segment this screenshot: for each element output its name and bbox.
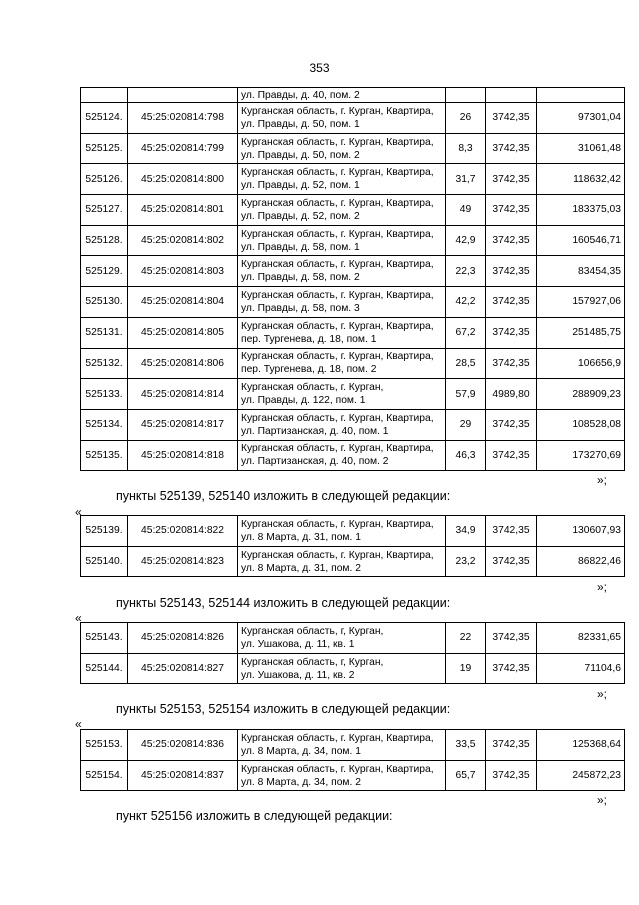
price-per-sqm-cell: 3742,35 <box>486 546 537 577</box>
instruction-4: пункт 525156 изложить в следующей редакции: <box>116 809 393 823</box>
table-row <box>81 133 625 164</box>
cadastral-number-cell: 45:25:020814:798 <box>128 103 238 134</box>
total-value-cell: 71104,6 <box>537 653 625 684</box>
price-per-sqm-cell: 3742,35 <box>486 730 537 761</box>
table-row <box>81 379 625 410</box>
cadastral-number-cell: 45:25:020814:806 <box>128 348 238 379</box>
total-value-cell: 118632,42 <box>537 164 625 195</box>
instruction-3: пункты 525153, 525154 изложить в следующей редакции: <box>116 702 451 716</box>
table-row <box>81 623 625 654</box>
total-value-cell: 157927,06 <box>537 287 625 318</box>
instruction-1: пункты 525139, 525140 изложить в следующей редакции: <box>116 489 451 503</box>
area-cell: 19 <box>446 653 486 684</box>
address-cell: Курганская область, г. Курган, Квартира, ул. 8 Марта, д. 34, пом. 2 <box>238 760 446 791</box>
table-row <box>81 440 625 471</box>
cadastral-number-cell: 45:25:020814:804 <box>128 287 238 318</box>
item-number-cell: 525153. <box>81 730 128 761</box>
area-cell: 33,5 <box>446 730 486 761</box>
price-per-sqm-cell: 3742,35 <box>486 256 537 287</box>
total-value-cell <box>537 88 625 103</box>
cadastral-number-cell <box>128 88 238 103</box>
area-cell: 28,5 <box>446 348 486 379</box>
cadastral-number-cell: 45:25:020814:836 <box>128 730 238 761</box>
opening-quote: « <box>75 505 82 519</box>
address-cell: Курганская область, г. Курган, Квартира, ул. Правды, д. 58, пом. 2 <box>238 256 446 287</box>
area-cell: 65,7 <box>446 760 486 791</box>
total-value-cell: 86822,46 <box>537 546 625 577</box>
table-row <box>81 88 625 103</box>
address-cell: Курганская область, г. Курган, Квартира, ул. Правды, д. 50, пом. 2 <box>238 133 446 164</box>
price-per-sqm-cell: 3742,35 <box>486 287 537 318</box>
cadastral-number-cell: 45:25:020814:805 <box>128 317 238 348</box>
address-cell: ул. Правды, д. 40, пом. 2 <box>238 88 446 103</box>
total-value-cell: 125368,64 <box>537 730 625 761</box>
price-per-sqm-cell: 3742,35 <box>486 348 537 379</box>
address-cell: Курганская область, г. Курган, Квартира, ул. Правды, д. 58, пом. 3 <box>238 287 446 318</box>
table-row <box>81 195 625 226</box>
area-cell: 42,9 <box>446 225 486 256</box>
cadastral-number-cell: 45:25:020814:818 <box>128 440 238 471</box>
closing-quote: »; <box>596 580 607 594</box>
table-row <box>81 317 625 348</box>
address-cell: Курганская область, г. Курган, Квартира, ул. 8 Марта, д. 34, пом. 1 <box>238 730 446 761</box>
address-cell: Курганская область, г, Курган, ул. Ушакова, д. 11, кв. 1 <box>238 623 446 654</box>
table-row <box>81 103 625 134</box>
price-per-sqm-cell: 3742,35 <box>486 653 537 684</box>
price-per-sqm-cell: 3742,35 <box>486 133 537 164</box>
item-number-cell: 525144. <box>81 653 128 684</box>
total-value-cell: 251485,75 <box>537 317 625 348</box>
area-cell: 29 <box>446 409 486 440</box>
table-row <box>81 287 625 318</box>
total-value-cell: 160546,71 <box>537 225 625 256</box>
total-value-cell: 31061,48 <box>537 133 625 164</box>
table-row <box>81 516 625 547</box>
closing-quote: »; <box>596 793 607 807</box>
total-value-cell: 83454,35 <box>537 256 625 287</box>
area-cell: 31,7 <box>446 164 486 195</box>
address-cell: Курганская область, г. Курган, Квартира, ул. Партизанская, д. 40, пом. 1 <box>238 409 446 440</box>
table-row <box>81 348 625 379</box>
address-cell: Курганская область, г. Курган, Квартира, ул. 8 Марта, д. 31, пом. 2 <box>238 546 446 577</box>
property-table-2 <box>80 515 625 577</box>
table-row <box>81 653 625 684</box>
cadastral-number-cell: 45:25:020814:801 <box>128 195 238 226</box>
address-cell: Курганская область, г. Курган, Квартира, ул. 8 Марта, д. 31, пом. 1 <box>238 516 446 547</box>
total-value-cell: 108528,08 <box>537 409 625 440</box>
item-number-cell: 525128. <box>81 225 128 256</box>
area-cell: 22 <box>446 623 486 654</box>
area-cell: 8,3 <box>446 133 486 164</box>
cadastral-number-cell: 45:25:020814:802 <box>128 225 238 256</box>
area-cell <box>446 88 486 103</box>
item-number-cell: 525135. <box>81 440 128 471</box>
area-cell: 23,2 <box>446 546 486 577</box>
item-number-cell: 525130. <box>81 287 128 318</box>
area-cell: 49 <box>446 195 486 226</box>
page-number: 353 <box>309 61 330 75</box>
area-cell: 57,9 <box>446 379 486 410</box>
closing-quote: »; <box>596 473 607 487</box>
address-cell: Курганская область, г, Курган, ул. Ушакова, д. 11, кв. 2 <box>238 653 446 684</box>
cadastral-number-cell: 45:25:020814:822 <box>128 516 238 547</box>
table-row <box>81 409 625 440</box>
table-row <box>81 256 625 287</box>
table-row <box>81 760 625 791</box>
total-value-cell: 82331,65 <box>537 623 625 654</box>
item-number-cell: 525139. <box>81 516 128 547</box>
table-row <box>81 546 625 577</box>
price-per-sqm-cell: 3742,35 <box>486 623 537 654</box>
item-number-cell: 525131. <box>81 317 128 348</box>
property-table-3 <box>80 622 625 684</box>
item-number-cell: 525154. <box>81 760 128 791</box>
total-value-cell: 245872,23 <box>537 760 625 791</box>
price-per-sqm-cell: 3742,35 <box>486 103 537 134</box>
item-number-cell: 525132. <box>81 348 128 379</box>
area-cell: 42,2 <box>446 287 486 318</box>
item-number-cell: 525127. <box>81 195 128 226</box>
total-value-cell: 173270,69 <box>537 440 625 471</box>
total-value-cell: 106656,9 <box>537 348 625 379</box>
cadastral-number-cell: 45:25:020814:837 <box>128 760 238 791</box>
table-row <box>81 730 625 761</box>
price-per-sqm-cell: 3742,35 <box>486 516 537 547</box>
cadastral-number-cell: 45:25:020814:800 <box>128 164 238 195</box>
address-cell: Курганская область, г. Курган, Квартира, пер. Тургенева, д. 18, пом. 1 <box>238 317 446 348</box>
cadastral-number-cell: 45:25:020814:827 <box>128 653 238 684</box>
price-per-sqm-cell: 3742,35 <box>486 760 537 791</box>
total-value-cell: 130607,93 <box>537 516 625 547</box>
address-cell: Курганская область, г. Курган, Квартира, ул. Правды, д. 50, пом. 1 <box>238 103 446 134</box>
opening-quote: « <box>75 717 82 731</box>
table-row <box>81 225 625 256</box>
property-table-4 <box>80 729 625 791</box>
table-row <box>81 164 625 195</box>
closing-quote: »; <box>596 687 607 701</box>
instruction-2: пункты 525143, 525144 изложить в следующей редакции: <box>116 596 451 610</box>
address-cell: Курганская область, г. Курган, Квартира, ул. Правды, д. 58, пом. 1 <box>238 225 446 256</box>
price-per-sqm-cell: 3742,35 <box>486 195 537 226</box>
price-per-sqm-cell: 3742,35 <box>486 317 537 348</box>
address-cell: Курганская область, г. Курган, Квартира, ул. Партизанская, д. 40, пом. 2 <box>238 440 446 471</box>
total-value-cell: 97301,04 <box>537 103 625 134</box>
address-cell: Курганская область, г. Курган, Квартира, ул. Правды, д. 52, пом. 1 <box>238 164 446 195</box>
address-cell: Курганская область, г. Курган, Квартира, ул. Правды, д. 52, пом. 2 <box>238 195 446 226</box>
property-table-1 <box>80 87 625 471</box>
item-number-cell: 525133. <box>81 379 128 410</box>
total-value-cell: 288909,23 <box>537 379 625 410</box>
price-per-sqm-cell: 3742,35 <box>486 409 537 440</box>
total-value-cell: 183375,03 <box>537 195 625 226</box>
price-per-sqm-cell: 3742,35 <box>486 164 537 195</box>
area-cell: 22,3 <box>446 256 486 287</box>
cadastral-number-cell: 45:25:020814:826 <box>128 623 238 654</box>
address-cell: Курганская область, г. Курган, ул. Правды, д. 122, пом. 1 <box>238 379 446 410</box>
item-number-cell: 525129. <box>81 256 128 287</box>
price-per-sqm-cell <box>486 88 537 103</box>
cadastral-number-cell: 45:25:020814:817 <box>128 409 238 440</box>
cadastral-number-cell: 45:25:020814:803 <box>128 256 238 287</box>
area-cell: 46,3 <box>446 440 486 471</box>
item-number-cell: 525126. <box>81 164 128 195</box>
address-cell: Курганская область, г. Курган, Квартира, пер. Тургенева, д. 18, пом. 2 <box>238 348 446 379</box>
area-cell: 26 <box>446 103 486 134</box>
item-number-cell: 525143. <box>81 623 128 654</box>
price-per-sqm-cell: 3742,35 <box>486 440 537 471</box>
cadastral-number-cell: 45:25:020814:823 <box>128 546 238 577</box>
item-number-cell <box>81 88 128 103</box>
item-number-cell: 525124. <box>81 103 128 134</box>
item-number-cell: 525125. <box>81 133 128 164</box>
item-number-cell: 525140. <box>81 546 128 577</box>
price-per-sqm-cell: 4989,80 <box>486 379 537 410</box>
opening-quote: « <box>75 611 82 625</box>
price-per-sqm-cell: 3742,35 <box>486 225 537 256</box>
area-cell: 34,9 <box>446 516 486 547</box>
item-number-cell: 525134. <box>81 409 128 440</box>
cadastral-number-cell: 45:25:020814:814 <box>128 379 238 410</box>
cadastral-number-cell: 45:25:020814:799 <box>128 133 238 164</box>
area-cell: 67,2 <box>446 317 486 348</box>
